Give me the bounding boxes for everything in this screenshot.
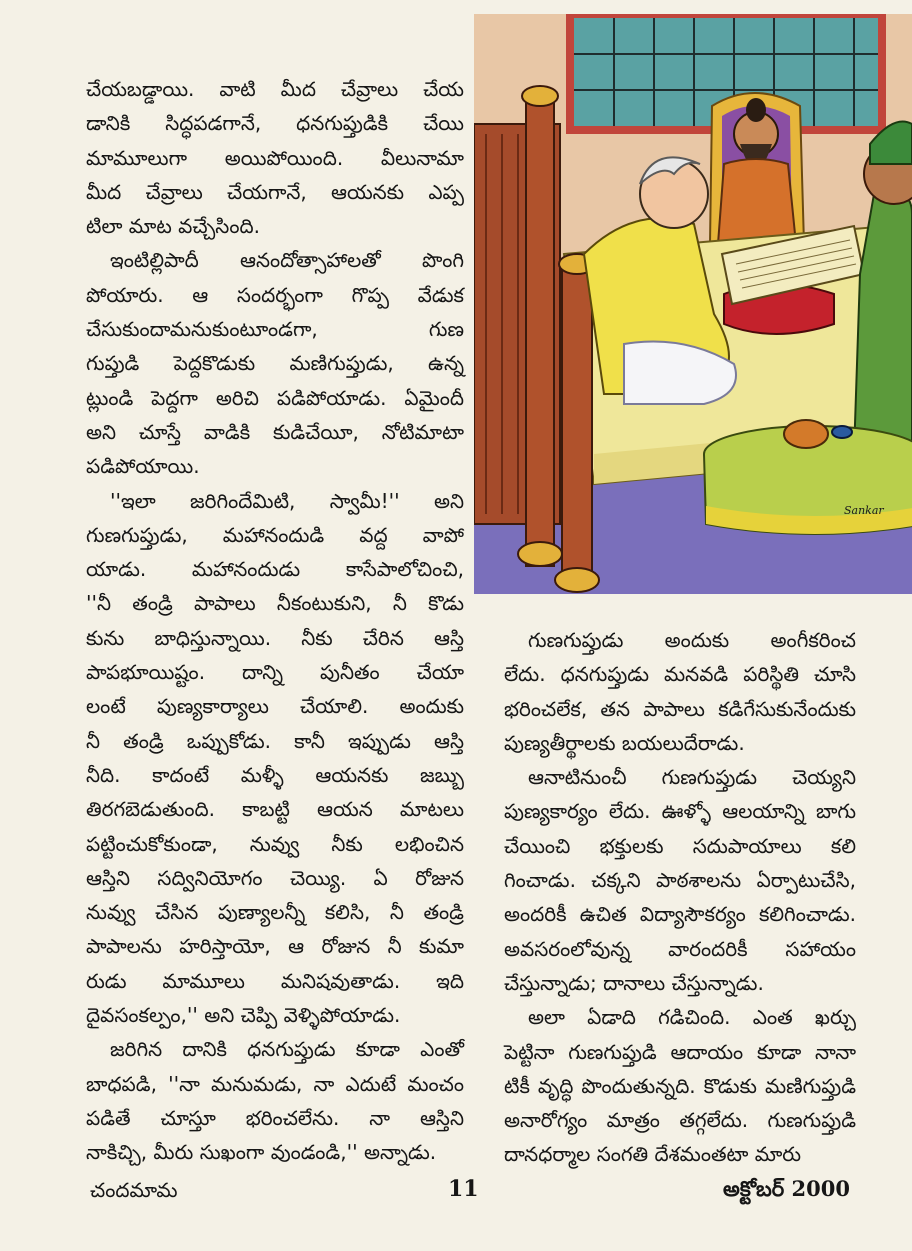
text-line: పాపభూయిష్టం. దాన్ని పునీతం చేయా — [86, 660, 464, 685]
text-line: అవసరంలోవున్న వారందరికీ సహాయం — [504, 936, 856, 961]
paragraph — [86, 484, 464, 1033]
text-line: బాధపడి, ''నా మనుమడు, నా ఎదుటే మంచం — [86, 1071, 464, 1096]
paragraph — [86, 1032, 464, 1169]
paragraph — [86, 243, 464, 483]
magazine-name: చందమామ — [90, 1178, 178, 1202]
text-line: అనారోగ్యం మాత్రం తగ్గలేదు. గుణగుప్తుడి — [504, 1108, 856, 1133]
text-line: చేసుకుందామనుకుంటూండగా, గుణ — [86, 317, 464, 342]
right-text-column — [504, 623, 856, 1172]
text-line: ఆనాటినుంచీ గుణగుప్తుడు చెయ్యని — [528, 765, 856, 790]
text-line: డానికి సిద్ధపడగానే, ధనగుప్తుడికి చేయి — [86, 111, 464, 136]
artist-signature: Sankar — [844, 504, 884, 517]
text-line: పడిపోయాయి. — [86, 454, 200, 479]
left-text-column — [86, 72, 464, 1170]
text-line: ట్లుండి పెద్దగా అరిచి పడిపోయాడు. ఏమైందీ — [86, 385, 464, 410]
text-line: గించాడు. చక్కని పాఠశాలను ఏర్పాటుచేసి, — [504, 868, 856, 893]
text-line: అని చూస్తే వాడికి కుడిచేయీ, నోటిమాటా — [86, 419, 464, 444]
text-line: లంటే పుణ్యకార్యాలు చేయాలి. అందుకు — [86, 694, 464, 719]
text-line: ''ఇలా జరిగిందేమిటి, స్వామీ!'' అని — [110, 488, 464, 513]
paragraph — [504, 623, 856, 760]
illustration-svg — [474, 14, 912, 594]
text-line: పెట్టినా గుణగుప్తుడి ఆదాయం కూడా నానా — [504, 1039, 856, 1064]
text-line: పుణ్యకార్యం లేదు. ఊళ్ళో ఆలయాన్ని బాగు — [504, 799, 856, 824]
issue-date: అక్టోబర్ 2000 — [723, 1176, 850, 1201]
text-line: అలా ఏడాది గడిచింది. ఎంత ఖర్చు — [528, 1005, 856, 1030]
story-illustration — [474, 14, 912, 594]
text-line: పడితే చూస్తూ భరించలేను. నా ఆస్తిని — [86, 1105, 464, 1130]
text-line: చేయించి భక్తులకు సదుపాయాలు కలి — [504, 833, 856, 858]
text-line: గుణగుప్తుడు అందుకు అంగీకరించ — [528, 628, 856, 652]
paragraph — [86, 72, 464, 243]
text-line: పాపాలను హరిస్తాయో, ఆ రోజున నీ కుమా — [86, 934, 464, 959]
text-line: నువ్వు చేసిన పుణ్యాలన్నీ కలిసి, నీ తండ్రి — [86, 900, 464, 925]
text-line: మీద చేవ్రాలు చేయగానే, ఆయనకు ఎప్ప — [86, 179, 464, 204]
text-line: దానధర్మాల సంగతి దేశమంతటా మారు — [504, 1142, 802, 1167]
text-line: చేయబడ్డాయి. వాటి మీద చేవ్రాలు చేయ — [86, 77, 464, 101]
text-line: అందరికీ ఉచిత విద్యాసౌకర్యం కలిగించాడు. — [504, 902, 856, 927]
text-line: ఇంటిల్లిపాదీ ఆనందోత్సాహాలతో పొంగి — [110, 248, 464, 273]
text-line: టిలా మాట వచ్చేసింది. — [86, 214, 260, 239]
text-line: నీది. కాదంటే మళ్ళీ ఆయనకు జబ్బు — [86, 762, 464, 787]
text-line: తిరగబెడుతుంది. కాబట్టి ఆయన మాటలు — [86, 797, 464, 822]
page-footer — [0, 1176, 912, 1206]
text-line: పోయారు. ఆ సందర్భంగా గొప్ప వేడుక — [86, 282, 464, 307]
text-line: పట్టించుకోకుండా, నువ్వు నీకు లభించిన — [86, 831, 464, 856]
text-line: భరించలేక, తన పాపాలు కడిగేసుకునేందుకు — [504, 696, 856, 721]
text-line: మామూలుగా అయిపోయింది. వీలునామా — [86, 145, 464, 170]
text-line: టికీ వృద్ధి పొందుతున్నది. కొడుకు మణిగుప్తుడి — [504, 1073, 856, 1098]
text-line: చేస్తున్నాడు; దానాలు చేస్తున్నాడు. — [504, 970, 764, 995]
text-line: జరిగిన దానికి ధనగుప్తుడు కూడా ఎంతో — [110, 1037, 464, 1062]
paragraph — [504, 1000, 856, 1171]
text-line: లేదు. ధనగుప్తుడు మనవడి పరిస్థితి చూసి — [504, 662, 856, 687]
paragraph — [504, 760, 856, 1000]
text-line: దైవసంకల్పం,'' అని చెప్పి వెళ్ళిపోయాడు. — [86, 1003, 401, 1028]
text-line: రుడు మామూలు మనిషవుతాడు. ఇది — [86, 968, 464, 993]
text-line: నాకిచ్చి, మీరు సుఖంగా వుండండి,'' అన్నాడు. — [86, 1140, 437, 1165]
text-line: యాడు. మహానందుడు కాసేపాలోచించి, — [86, 557, 464, 582]
page-number: 11 — [448, 1176, 479, 1202]
text-line: గుణగుప్తుడు, మహానందుడి వద్ద వాపో — [86, 522, 464, 547]
text-line: పుణ్యతీర్థాలకు బయలుదేరాడు. — [504, 730, 745, 755]
text-line: గుప్తుడి పెద్దకొడుకు మణిగుప్తుడు, ఉన్న — [86, 351, 464, 376]
text-line: ఆస్తిని సద్వినియోగం చెయ్యి. ఏ రోజున — [86, 865, 464, 890]
text-line: నీ తండ్రి ఒప్పుకోడు. కానీ ఇప్పుడు ఆస్తి — [86, 728, 464, 753]
text-line: ''నీ తండ్రి పాపాలు నీకంటుకుని, నీ కొడు — [86, 591, 464, 616]
text-line: కును బాధిస్తున్నాయి. నీకు చేరిన ఆస్తి — [86, 625, 464, 650]
